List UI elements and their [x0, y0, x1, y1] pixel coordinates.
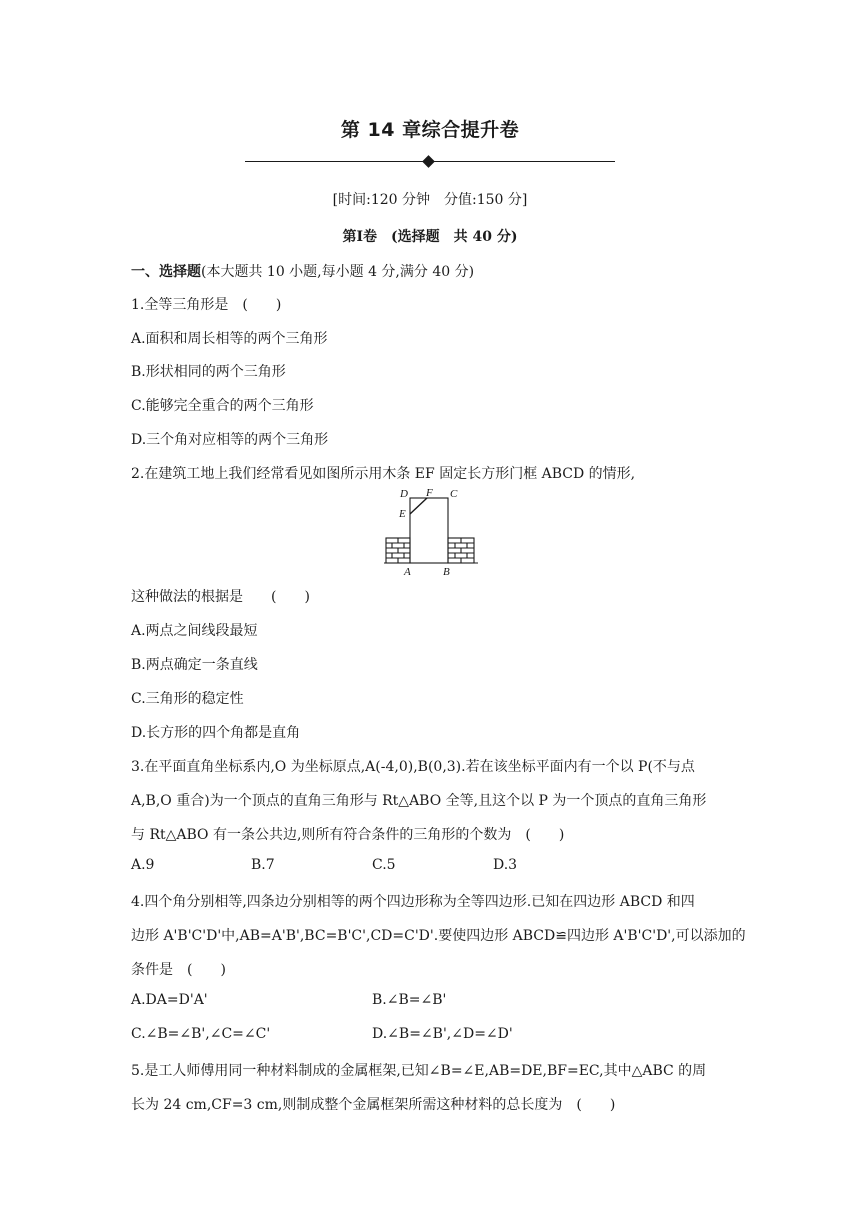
- q2-option-a: A.两点之间线段最短: [131, 623, 258, 639]
- q1-option-d: D.三个角对应相等的两个三角形: [131, 432, 329, 448]
- q2-option-b: B.两点确定一条直线: [131, 657, 258, 673]
- q1-stem: 1.全等三角形是 ( ): [131, 297, 282, 313]
- left-brick-wall: [386, 538, 410, 563]
- q2-option-d: D.长方形的四个角都是直角: [131, 725, 301, 741]
- q5-line-1: 5.是工人师傅用同一种材料制成的金属框架,已知∠B=∠E,AB=DE,BF=EC,其中△ABC 的周: [131, 1063, 707, 1079]
- q4-option-b: B.∠B=∠B': [372, 992, 447, 1008]
- q4-line-3: 条件是 ( ): [131, 962, 226, 978]
- brace-ef: [410, 498, 427, 514]
- q1-option-b: B.形状相同的两个三角形: [131, 364, 286, 380]
- label-f: F: [426, 487, 433, 499]
- label-e: E: [399, 508, 406, 520]
- exam-meta: [时间:120 分钟 分值:150 分]: [332, 192, 528, 208]
- q4-option-d: D.∠B=∠B',∠D=∠D': [372, 1026, 513, 1042]
- section-note: (本大题共 10 小题,每小题 4 分,满分 40 分): [201, 264, 475, 280]
- q3-option-c: C.5: [372, 857, 396, 873]
- label-a: A: [404, 566, 411, 578]
- label-d: D: [400, 488, 408, 500]
- right-brick-wall: [448, 538, 474, 563]
- q3-line-3: 与 Rt△ABO 有一条公共边,则所有符合条件的三角形的个数为 ( ): [131, 827, 565, 843]
- section-head: 一、选择题: [131, 264, 201, 280]
- q1-option-c: C.能够完全重合的两个三角形: [131, 398, 314, 414]
- q4-option-a: A.DA=D'A': [131, 992, 208, 1008]
- q4-line-1: 4.四个角分别相等,四条边分别相等的两个四边形称为全等四边形.已知在四边形 ABCD 和四: [131, 894, 695, 910]
- q3-option-b: B.7: [251, 857, 275, 873]
- q4-line-2: 边形 A'B'C'D'中,AB=A'B',BC=B'C',CD=C'D'.要使四边形 ABCD≌四边形 A'B'C'D',可以添加的: [131, 928, 746, 944]
- q5-line-2: 长为 24 cm,CF=3 cm,则制成整个金属框架所需这种材料的总长度为 ( ): [131, 1097, 616, 1113]
- q2-stem: 2.在建筑工地上我们经常看见如图所示用木条 EF 固定长方形门框 ABCD 的情形,: [131, 466, 636, 482]
- q3-option-d: D.3: [493, 857, 518, 873]
- q1-option-a: A.面积和周长相等的两个三角形: [131, 331, 328, 347]
- q3-option-a: A.9: [131, 857, 155, 873]
- door-frame-figure: [380, 484, 490, 584]
- section-heading: [131, 261, 474, 281]
- volume-heading: 第Ⅰ卷 (选择题 共 40 分): [342, 229, 518, 245]
- q2-stem-continued: 这种做法的根据是 ( ): [131, 589, 310, 605]
- q3-line-1: 3.在平面直角坐标系内,O 为坐标原点,A(-4,0),B(0,3).若在该坐标平面内有一个以 P(不与点: [131, 759, 695, 775]
- label-b: B: [443, 566, 450, 578]
- title-divider-diamond: [422, 155, 435, 168]
- q4-option-c: C.∠B=∠B',∠C=∠C': [131, 1026, 271, 1042]
- q3-line-2: A,B,O 重合)为一个顶点的直角三角形与 Rt△ABO 全等,且这个以 P 为一个顶点的直角三角形: [131, 793, 707, 809]
- q2-option-c: C.三角形的稳定性: [131, 691, 244, 707]
- page-title: 第 14 章综合提升卷: [340, 119, 520, 141]
- label-c: C: [450, 488, 458, 500]
